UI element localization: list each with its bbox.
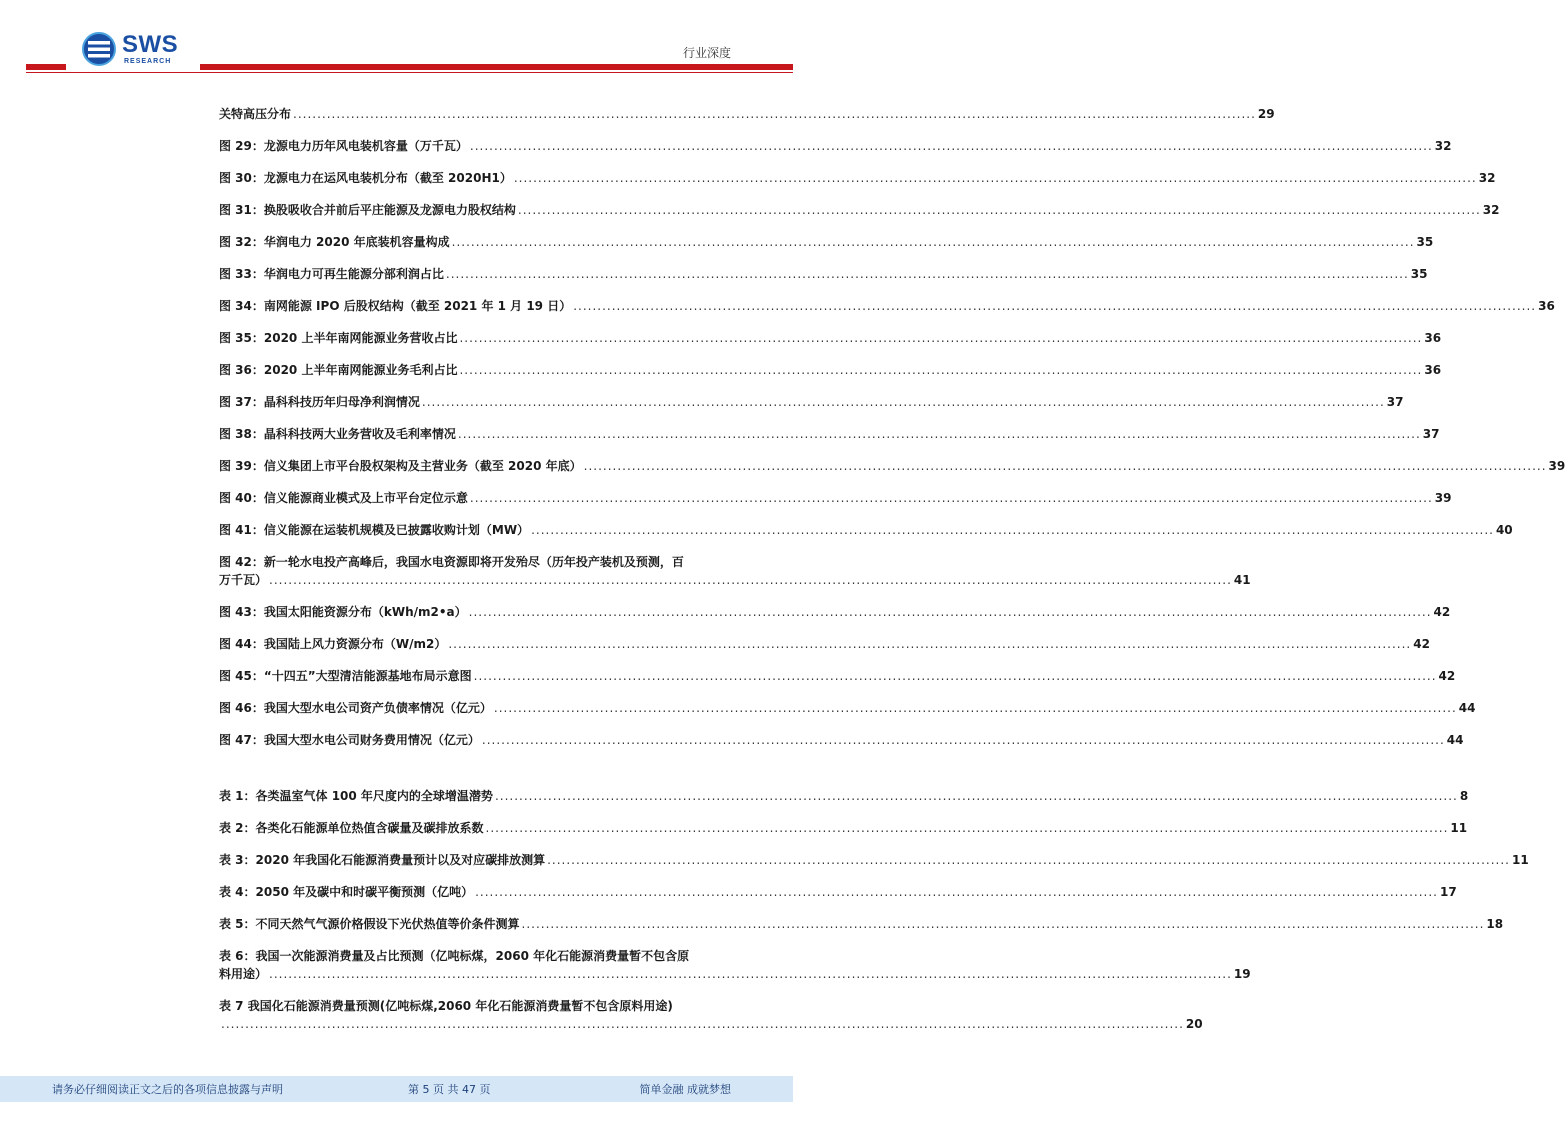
toc-leader-dots: ........................................................................................................................................................................................................: [293, 107, 1256, 121]
toc-entry-page: 44: [1446, 733, 1464, 747]
toc-entry[interactable]: [219, 226, 1434, 258]
toc-entry[interactable]: [219, 322, 1442, 354]
toc-entry-page: 8: [1459, 789, 1469, 803]
toc-leader-dots: ........................................................................................................................................................................................................: [513, 171, 1477, 185]
header-rule-left: [26, 64, 66, 70]
toc-entry-title: 图 44：我国陆上风力资源分布（W/m2）: [219, 637, 447, 651]
footer-page-number: 第 5 页 共 47 页: [408, 1083, 491, 1096]
toc-entry-page: 37: [1386, 395, 1404, 409]
toc-entry[interactable]: [219, 514, 1513, 546]
page-header: [0, 0, 793, 80]
toc-leader-dots: ........................................................................................................................................................................................................: [473, 669, 1437, 683]
toc-leader-dots: ........................................................................................................................................................................................................: [531, 523, 1494, 537]
toc-entry-title: 图 46：我国大型水电公司资产负债率情况（亿元）: [219, 701, 492, 715]
toc-leader-dots: ........................................................................................................................................................................................................: [493, 701, 1457, 715]
toc-entry-title: 图 38：晶科科技两大业务营收及毛利率情况: [219, 427, 456, 441]
toc-entry-page: 35: [1410, 267, 1428, 281]
toc-entry-page: 32: [1434, 139, 1452, 153]
toc-entry[interactable]: [219, 724, 1464, 756]
toc-entry-title: 表 4：2050 年及碳中和时碳平衡预测（亿吨）: [219, 885, 474, 899]
toc-leader-dots: ........................................................................................................................................................................................................: [547, 853, 1510, 867]
sws-logo-icon: [82, 32, 116, 66]
toc-entry-title: 图 41：信义能源在运装机规模及已披露收购计划（MW）: [219, 523, 530, 537]
toc-entry-table-7[interactable]: [219, 990, 1203, 1040]
toc-entry[interactable]: [219, 258, 1428, 290]
toc-entry-title: 表 3：2020 年我国化石能源消费量预计以及对应碳排放测算: [219, 853, 546, 867]
toc-entry[interactable]: [219, 780, 1469, 812]
toc-entry-page: 36: [1424, 363, 1442, 377]
toc-entry-page: 40: [1495, 523, 1513, 537]
toc-entry-title: 图 33：华润电力可再生能源分部利润占比: [219, 267, 444, 281]
toc-entry-page: 11: [1512, 853, 1529, 867]
toc-entry-title: 图 47：我国大型水电公司财务费用情况（亿元）: [219, 733, 480, 747]
header-rule-right: [200, 64, 793, 70]
toc-entry[interactable]: [219, 628, 1430, 660]
logo-subtext: RESEARCH: [124, 58, 172, 65]
logo-text: SWS: [122, 31, 179, 58]
toc-entry[interactable]: [219, 386, 1404, 418]
toc-leader-dots: ........................................................................................................................................................................................................: [269, 967, 1232, 981]
toc-entry-title: 表 7 我国化石能源消费量预测(亿吨标煤,2060 年化石能源消费量暂不包含原料用途): [219, 999, 673, 1013]
footer-slogan: 简单金融 成就梦想: [639, 1083, 731, 1096]
toc-entry[interactable]: [219, 692, 1476, 724]
toc-entry-title: 图 39：信义集团上市平台股权架构及主营业务（截至 2020 年底）: [219, 459, 582, 473]
toc-entry-title: 图 32：华润电力 2020 年底装机容量构成: [219, 235, 450, 249]
toc-entry-page: 36: [1538, 299, 1555, 313]
toc-entry[interactable]: [219, 450, 1565, 482]
toc-entry-page: 18: [1486, 917, 1504, 931]
toc-leader-dots: ........................................................................................................................................................................................................: [468, 605, 1432, 619]
toc-entry-title: 表 1：各类温室气体 100 年尺度内的全球增温潜势: [219, 789, 493, 803]
toc-entry-title-continued: 料用途）: [219, 967, 268, 981]
toc-entry[interactable]: [219, 194, 1500, 226]
toc-entry[interactable]: [219, 354, 1442, 386]
toc-entry-page: 39: [1434, 491, 1452, 505]
toc-entry-title: 图 31：换股吸收合并前后平庄能源及龙源电力股权结构: [219, 203, 516, 217]
toc-entry[interactable]: [219, 130, 1452, 162]
toc-entry-title: 图 45：“十四五”大型清洁能源基地布局示意图: [219, 669, 472, 683]
toc-leader-dots: ........................................................................................................................................................................................................: [469, 491, 1433, 505]
toc-leader-dots: ........................................................................................................................................................................................................: [459, 363, 1423, 377]
toc-leader-dots: ........................................................................................................................................................................................................: [457, 427, 1421, 441]
table-of-contents: [219, 98, 1565, 1040]
toc-leader-dots: ........................................................................................................................................................................................................: [459, 331, 1423, 345]
toc-leader-dots: ........................................................................................................................................................................................................: [583, 459, 1547, 473]
toc-entry-title: 图 29：龙源电力历年风电装机容量（万千瓦）: [219, 139, 468, 153]
toc-entry-page: 39: [1548, 459, 1565, 473]
toc-entry-page: 32: [1478, 171, 1496, 185]
toc-entry-page: 17: [1440, 885, 1457, 899]
section-gap: [219, 756, 694, 780]
toc-leader-dots: ........................................................................................................................................................................................................: [269, 573, 1232, 587]
toc-entry-title: 图 36：2020 上半年南网能源业务毛利占比: [219, 363, 458, 377]
toc-entry-title: 关特高压分布: [219, 107, 292, 121]
toc-entry-page: 19: [1233, 967, 1251, 981]
toc-entry-page: 32: [1482, 203, 1500, 217]
toc-leader-dots: ........................................................................................................................................................................................................: [445, 267, 1409, 281]
toc-leader-dots: ........................................................................................................................................................................................................: [573, 299, 1537, 313]
toc-entry[interactable]: [219, 908, 1504, 940]
toc-leader-dots: ........................................................................................................................................................................................................: [475, 885, 1438, 899]
toc-entry-title: 图 30：龙源电力在运风电装机分布（截至 2020H1）: [219, 171, 512, 185]
toc-entry-title: 图 43：我国太阳能资源分布（kWh/m2•a）: [219, 605, 467, 619]
toc-entry[interactable]: [219, 482, 1452, 514]
sws-logo: [82, 30, 192, 70]
toc-entry[interactable]: [219, 290, 1555, 322]
header-rule-thin: [26, 72, 793, 73]
toc-entry-page: 41: [1233, 573, 1251, 587]
toc-entry[interactable]: [219, 812, 1468, 844]
toc-entry[interactable]: [219, 596, 1451, 628]
toc-entry-title: 表 2：各类化石能源单位热值含碳量及碳排放系数: [219, 821, 484, 835]
toc-entry-title: 图 35：2020 上半年南网能源业务营收占比: [219, 331, 458, 345]
toc-entry-page: 35: [1416, 235, 1434, 249]
toc-leader-dots: ........................................................................................................................................................................................................: [485, 821, 1449, 835]
figure-list-continued: [219, 596, 1476, 756]
toc-entry[interactable]: [219, 660, 1456, 692]
toc-entry[interactable]: [219, 844, 1529, 876]
toc-entry-figure-42[interactable]: [219, 546, 1251, 596]
toc-entry[interactable]: [219, 98, 1275, 130]
toc-entry-page: 20: [1185, 1017, 1203, 1031]
toc-entry-title: 表 6：我国一次能源消费量及占比预测（亿吨标煤，2060 年化石能源消费量暂不包含原: [219, 949, 690, 963]
toc-leader-dots: ........................................................................................................................................................................................................: [481, 733, 1445, 747]
toc-leader-dots: ........................................................................................................................................................................................................: [221, 1017, 1184, 1031]
toc-entry-title-continued: 万千瓦）: [219, 573, 268, 587]
toc-leader-dots: ........................................................................................................................................................................................................: [469, 139, 1433, 153]
toc-entry-page: 37: [1422, 427, 1440, 441]
toc-entry-page: 44: [1458, 701, 1476, 715]
toc-entry-page: 42: [1438, 669, 1456, 683]
toc-leader-dots: ........................................................................................................................................................................................................: [494, 789, 1458, 803]
report-type-label: 行业深度: [682, 46, 731, 60]
toc-entry-title: 图 37：晶科科技历年归母净利润情况: [219, 395, 420, 409]
toc-entry-page: 42: [1413, 637, 1430, 651]
toc-entry-title: 表 5：不同天然气气源价格假设下光伏热值等价条件测算: [219, 917, 520, 931]
toc-entry-title: 图 42：新一轮水电投产高峰后，我国水电资源即将开发殆尽（历年投产装机及预测，百: [219, 555, 684, 569]
toc-entry-page: 42: [1433, 605, 1451, 619]
toc-entry[interactable]: [219, 418, 1440, 450]
toc-entry-page: 29: [1257, 107, 1275, 121]
toc-leader-dots: ........................................................................................................................................................................................................: [448, 637, 1412, 651]
toc-leader-dots: ........................................................................................................................................................................................................: [451, 235, 1415, 249]
toc-leader-dots: ........................................................................................................................................................................................................: [421, 395, 1385, 409]
footer-disclaimer: 请务必仔细阅读正文之后的各项信息披露与声明: [52, 1083, 283, 1096]
toc-entry[interactable]: [219, 876, 1457, 908]
toc-entry[interactable]: [219, 162, 1496, 194]
toc-entry-page: 11: [1450, 821, 1468, 835]
toc-leader-dots: ........................................................................................................................................................................................................: [521, 917, 1485, 931]
toc-entry-title: 图 34：南网能源 IPO 后股权结构（截至 2021 年 1 月 19 日）: [219, 299, 572, 313]
toc-entry-title: 图 40：信义能源商业模式及上市平台定位示意: [219, 491, 468, 505]
toc-entry-page: 36: [1424, 331, 1442, 345]
toc-entry-table-6[interactable]: [219, 940, 1251, 990]
table-list: [219, 780, 1529, 940]
toc-leader-dots: ........................................................................................................................................................................................................: [517, 203, 1481, 217]
figure-list: [219, 98, 1565, 546]
page-footer: [0, 1076, 793, 1102]
